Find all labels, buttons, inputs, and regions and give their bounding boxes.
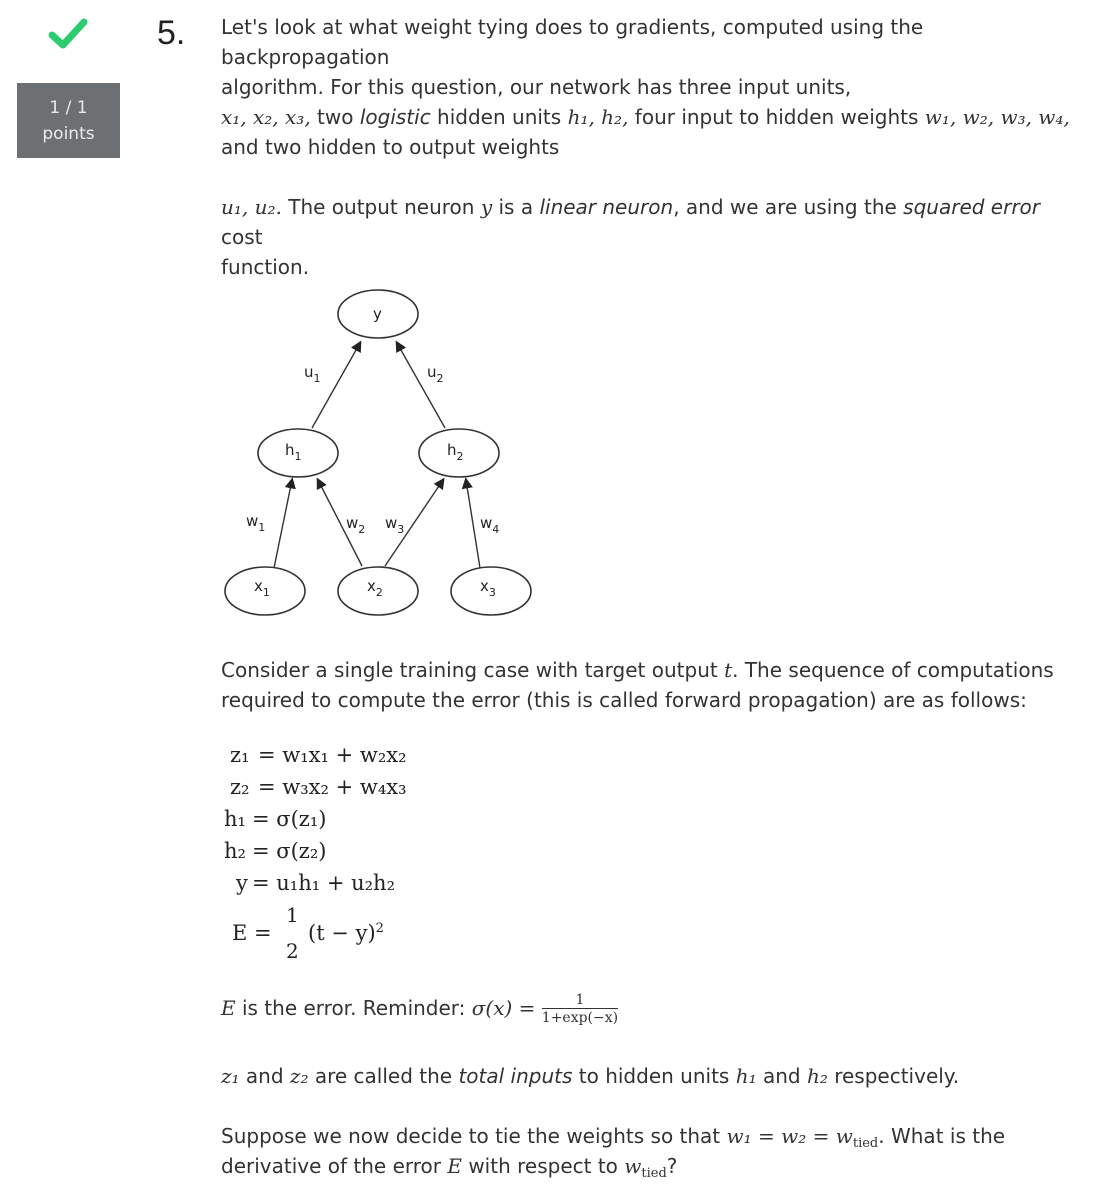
sigmoid-reminder: E is the error. Reminder: σ(x) = $\frac{1}{1+\exp(-x)}$ xyxy=(221,992,619,1026)
label-x1: $x_1$ xyxy=(254,577,270,599)
question-number: 5. xyxy=(157,14,186,52)
error-equation-lhs: E = xyxy=(232,921,272,945)
equation-rhs: = u₁h₁ + u₂h₂ xyxy=(252,871,395,895)
question-intro: Let's look at what weight tying does to gradients, computed using the backpropagation algorithm. For this question, our network has three input units, xyxy=(221,15,924,99)
edge-u1 xyxy=(312,343,360,428)
label-w1: $w_1$ xyxy=(246,512,266,534)
sigmoid-fraction: $\frac{1}{1+\exp(-x)}$ xyxy=(541,992,619,1026)
total-inputs-paragraph: z₁ and z₂ are called the total inputs to hidden units h₁ and h₂ respectively. xyxy=(221,1064,960,1088)
score-label: points xyxy=(42,124,95,144)
consider-paragraph: Consider a single training case with target output t. The sequence of computations required to compute the error (this is called forward propagation) are as follows: xyxy=(221,658,1054,712)
label-x2: $x_2$ xyxy=(367,577,383,599)
question-units-paragraph: x₁, x₂, x₃, two logistic hidden units h₁, h₂, four input to hidden weights w₁, w₂, w₃, w₄, and two hidden to output weights xyxy=(221,105,1070,159)
edge-u2 xyxy=(397,343,445,428)
label-u2: $u_2$ xyxy=(427,363,444,385)
equation-row: z₂ xyxy=(230,775,250,799)
error-half-den: 2 xyxy=(286,939,299,963)
label-w2: $w_2$ xyxy=(346,514,366,536)
equation-rhs: = w₁x₁ + w₂x₂ xyxy=(258,743,407,767)
score-value: 1 / 1 xyxy=(49,98,88,118)
label-w3: $w_3$ xyxy=(385,514,405,536)
network-diagram xyxy=(215,280,545,620)
tied-question-paragraph: Suppose we now decide to tie the weights so that $w_1 = w_2 = w_{tied}$. What is the derivative of the error E with respect to $w_{tied}$? xyxy=(221,1124,1006,1181)
equation-row: y xyxy=(236,871,248,895)
edge-w1 xyxy=(274,480,292,568)
label-h2: $h_2$ xyxy=(447,441,464,463)
edge-w4 xyxy=(466,480,480,568)
label-x3: $x_3$ xyxy=(480,577,496,599)
equation-row: z₁ xyxy=(230,743,250,767)
checkmark-icon xyxy=(48,16,88,52)
question-output-paragraph: u₁, u₂. The output neuron y is a linear neuron, and we are using the squared error cost function. xyxy=(221,195,1041,279)
error-equation-rhs: $(t - y)^2$ xyxy=(308,921,384,945)
label-w4: $w_4$ xyxy=(480,514,500,536)
label-u1: $u_1$ xyxy=(304,363,321,385)
score-badge xyxy=(17,83,120,158)
label-h1: $h_1$ xyxy=(285,441,302,463)
equation-rhs: = w₃x₂ + w₄x₃ xyxy=(258,775,407,799)
equation-row: h₂ xyxy=(224,839,246,863)
equation-row: h₁ xyxy=(224,807,246,831)
equation-rhs: = σ(z₂) xyxy=(252,839,327,863)
equation-rhs: = σ(z₁) xyxy=(252,807,327,831)
error-half-num: 1 xyxy=(286,903,299,927)
label-y: y xyxy=(373,305,382,323)
